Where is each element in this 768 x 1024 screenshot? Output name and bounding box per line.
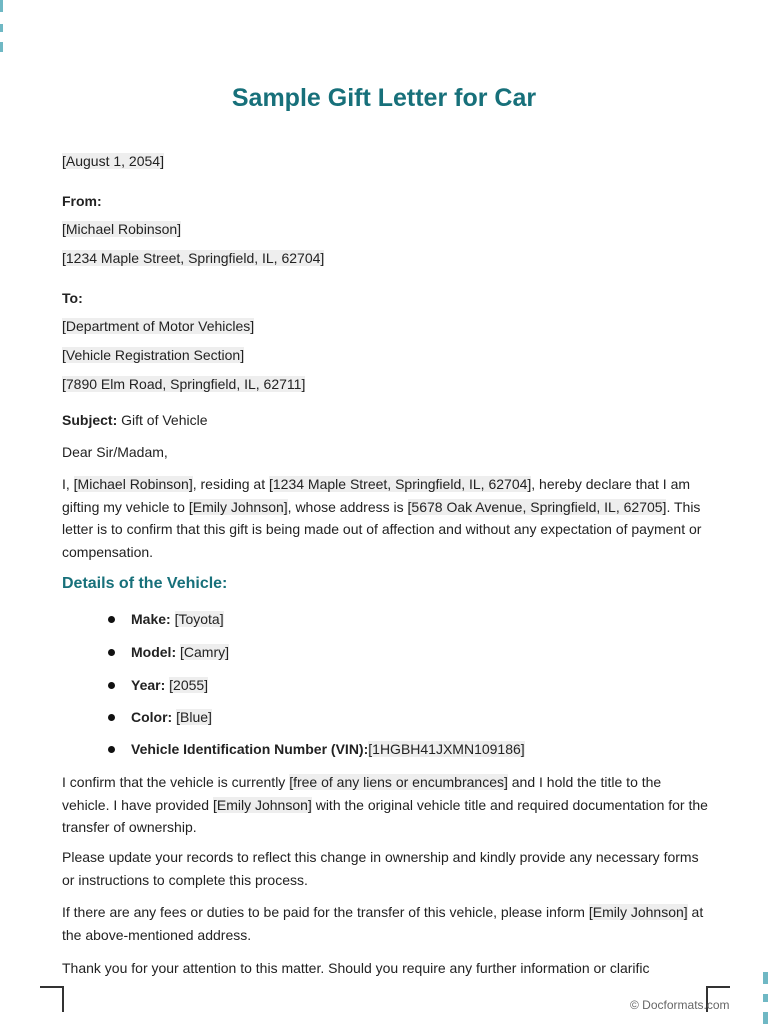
bullet-icon xyxy=(108,616,115,623)
decorative-dash xyxy=(0,24,3,32)
list-item: Model: [Camry] xyxy=(110,643,229,661)
closing-paragraph: Thank you for your attention to this matter. Should you require any further information or clarific xyxy=(62,960,650,976)
watermark: © Docformats.com xyxy=(630,998,730,1012)
list-item: Year: [2055] xyxy=(110,676,208,694)
decorative-dash xyxy=(0,42,3,52)
list-item: Make: [Toyota] xyxy=(110,610,224,628)
confirmation-paragraph: I confirm that the vehicle is currently [free of any liens or encumbrances] and I hold the title to the vehicle. I have provided [Emily Johnson] with the original vehicle title and required documentation for the transfer of ownership. xyxy=(62,774,708,835)
subject-label: Subject: xyxy=(62,412,118,428)
decorative-dash xyxy=(0,0,3,12)
decorative-dash xyxy=(763,1012,768,1024)
bullet-icon xyxy=(108,682,115,689)
bullet-icon xyxy=(108,746,115,753)
letter-date: [August 1, 2054] xyxy=(62,153,164,169)
corner-mark-left xyxy=(40,986,64,1012)
update-paragraph: Please update your records to reflect this change in ownership and kindly provide any necessary forms or instructions to complete this process. xyxy=(62,849,699,888)
decorative-dash xyxy=(763,994,768,1002)
document-title: Sample Gift Letter for Car xyxy=(231,84,537,112)
recipient-line-1: [Department of Motor Vehicles] xyxy=(62,318,255,334)
bullet-icon xyxy=(108,714,115,721)
list-item: Vehicle Identification Number (VIN):[1HGBH41JXMN109186] xyxy=(110,740,525,758)
to-label: To: xyxy=(62,290,83,306)
fees-paragraph: If there are any fees or duties to be paid for the transfer of this vehicle, please inform [Emily Johnson] at the above-mentioned address. xyxy=(62,904,704,943)
salutation: Dear Sir/Madam, xyxy=(62,444,168,460)
sender-address: [1234 Maple Street, Springfield, IL, 62704] xyxy=(62,250,325,266)
list-item: Color: [Blue] xyxy=(110,708,212,726)
decorative-dash xyxy=(763,972,768,984)
details-heading: Details of the Vehicle: xyxy=(62,575,228,592)
sender-name: [Michael Robinson] xyxy=(62,221,182,237)
subject-line xyxy=(62,411,208,429)
recipient-line-2: [Vehicle Registration Section] xyxy=(62,347,245,363)
subject-text: Gift of Vehicle xyxy=(117,412,208,428)
from-label: From: xyxy=(62,193,102,209)
recipient-line-3: [7890 Elm Road, Springfield, IL, 62711] xyxy=(62,376,306,392)
intro-paragraph: I, [Michael Robinson], residing at [1234 Maple Street, Springfield, IL, 62704], hereby declare that I am gifting my vehicle to [Emily Johnson], whose address is [5678 Oak Avenue, Springfield, IL, 62705]. This letter is to confirm that this gift is being made out of affection and without any expectation of payment or compensation. xyxy=(62,476,702,560)
bullet-icon xyxy=(108,649,115,656)
